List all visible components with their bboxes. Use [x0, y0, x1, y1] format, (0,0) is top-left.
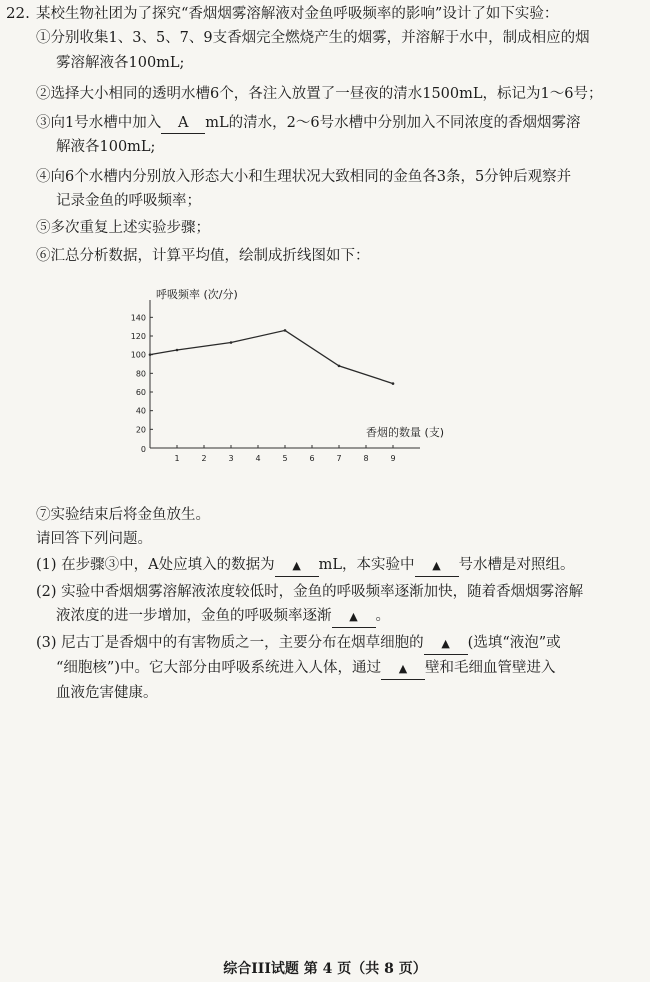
x-tick-label: 6 [309, 454, 315, 463]
answer-prompt: 请回答下列问题。 [36, 531, 152, 547]
blank-1a: ▲ [275, 555, 319, 577]
x-tick-label: 8 [363, 454, 369, 463]
step-5: ⑤多次重复上述实验步骤； [36, 220, 210, 236]
sub-question-2-cont: 液浓度的进一步增加，金鱼的呼吸频率逐渐 ▲ 。 [56, 606, 390, 628]
step-4: ④向6个水槽内分别放入形态大小和生理状况大致相同的金鱼各3条，5分钟后观察并 [36, 169, 572, 185]
y-tick-label: 20 [135, 425, 146, 435]
sub-question-3: (3) 尼古丁是香烟中的有害物质之一，主要分布在烟草细胞的 ▲ (选填“液泡”或 [36, 633, 561, 655]
step-3-cont: 解液各100mL; [56, 139, 156, 155]
blank-3a: ▲ [424, 633, 468, 655]
x-tick-label: 2 [201, 454, 207, 463]
x-tick-label: 7 [336, 454, 342, 463]
sub-question-2: (2) 实验中香烟烟雾溶解液浓度较低时，金鱼的呼吸频率逐渐加快，随着香烟烟雾溶解 [36, 584, 584, 600]
x-tick-label: 4 [255, 454, 261, 463]
data-point [338, 365, 341, 368]
step-7: ⑦实验结束后将金鱼放生。 [36, 507, 210, 523]
blank-3b: ▲ [381, 658, 425, 680]
step-1-cont: 雾溶解液各100mL; [56, 55, 185, 71]
data-point [284, 329, 287, 332]
data-point [392, 382, 395, 385]
step-4-cont: 记录金鱼的呼吸频率； [56, 193, 201, 209]
x-tick-label: 3 [228, 454, 234, 463]
step-3-post: mL的清水，2～6号水槽中分别加入不同浓度的香烟烟雾溶 [205, 115, 581, 131]
question-number: 22. [6, 4, 30, 22]
chart-series [149, 329, 395, 385]
data-point [149, 353, 152, 356]
sub-question-3-end: 血液危害健康。 [56, 685, 158, 701]
y-tick-label: 140 [130, 313, 146, 323]
question-intro: 某校生物社团为了探究“香烟烟雾溶解液对金鱼呼吸频率的影响”设计了如下实验： [36, 6, 559, 22]
y-tick-label: 100 [130, 350, 146, 360]
x-tick-label: 1 [174, 454, 180, 463]
sub-question-1: (1) 在步骤③中，A处应填入的数据为 ▲ mL，本实验中 ▲ 号水槽是对照组。 [36, 555, 575, 577]
step-1: ①分别收集1、3、5、7、9支香烟完全燃烧产生的烟雾，并溶解于水中，制成相应的烟 [36, 30, 590, 46]
x-tick-label: 5 [282, 454, 288, 463]
sub-question-3-cont: “细胞核”)中。它大部分由呼吸系统进入人体，通过 ▲ 壁和毛细血管壁进入 [56, 658, 555, 680]
blank-1b: ▲ [415, 555, 459, 577]
step-3-pre: ③向1号水槽中加入 [36, 115, 162, 131]
step-6: ⑥汇总分析数据，计算平均值，绘制成折线图如下： [36, 248, 370, 264]
y-tick-label: 120 [130, 332, 146, 341]
blank-a: A [161, 113, 205, 134]
y-tick-label: 40 [135, 406, 146, 416]
page-footer: 综合III试题 第 4 页（共 8 页） [223, 961, 427, 977]
blank-2: ▲ [332, 606, 376, 628]
y-tick-label: 60 [135, 388, 146, 397]
series-line [150, 330, 393, 383]
step-2: ②选择大小相同的透明水槽6个，各注入放置了一昼夜的清水1500mL，标记为1～6号； [36, 86, 603, 102]
x-tick-label: 9 [390, 454, 396, 463]
data-point [230, 341, 233, 344]
origin-label: 0 [140, 445, 146, 454]
line-chart [130, 282, 445, 492]
x-axis-label: 香烟的数量 (支) [365, 426, 445, 439]
y-axis-label: 呼吸频率 (次/分) [156, 288, 238, 301]
y-tick-label: 80 [135, 369, 146, 379]
data-point [176, 349, 179, 352]
step-3 [36, 113, 581, 134]
